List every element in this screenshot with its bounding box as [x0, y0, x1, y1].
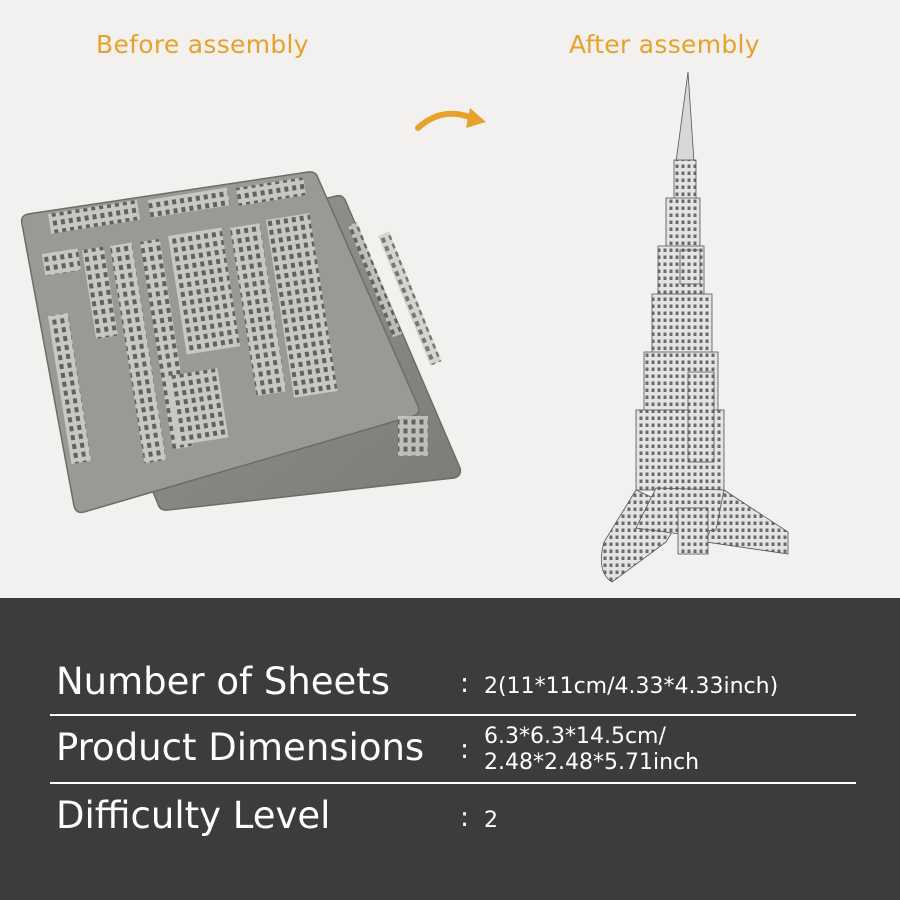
spec-divider — [50, 714, 856, 716]
spec-divider — [50, 782, 856, 784]
specs-panel — [0, 598, 900, 900]
spec-label: Number of Sheets — [56, 660, 391, 703]
after-assembly-caption: After assembly — [569, 30, 760, 59]
assembled-tower-image — [596, 72, 796, 588]
before-assembly-caption: Before assembly — [96, 30, 309, 59]
spec-colon: : — [460, 734, 470, 765]
metal-sheets-image — [18, 166, 463, 516]
spec-value: 2 — [484, 808, 498, 833]
spec-value-line1: 6.3*6.3*14.5cm/ — [484, 724, 666, 749]
spec-colon: : — [460, 668, 470, 699]
spec-label: Difficulty Level — [56, 794, 331, 837]
spec-colon: : — [460, 802, 470, 833]
spec-value-line2: 2.48*2.48*5.71inch — [484, 750, 700, 775]
spec-value: 2(11*11cm/4.33*4.33inch) — [484, 674, 779, 699]
spec-label: Product Dimensions — [56, 726, 425, 769]
curved-arrow-icon — [412, 102, 492, 142]
